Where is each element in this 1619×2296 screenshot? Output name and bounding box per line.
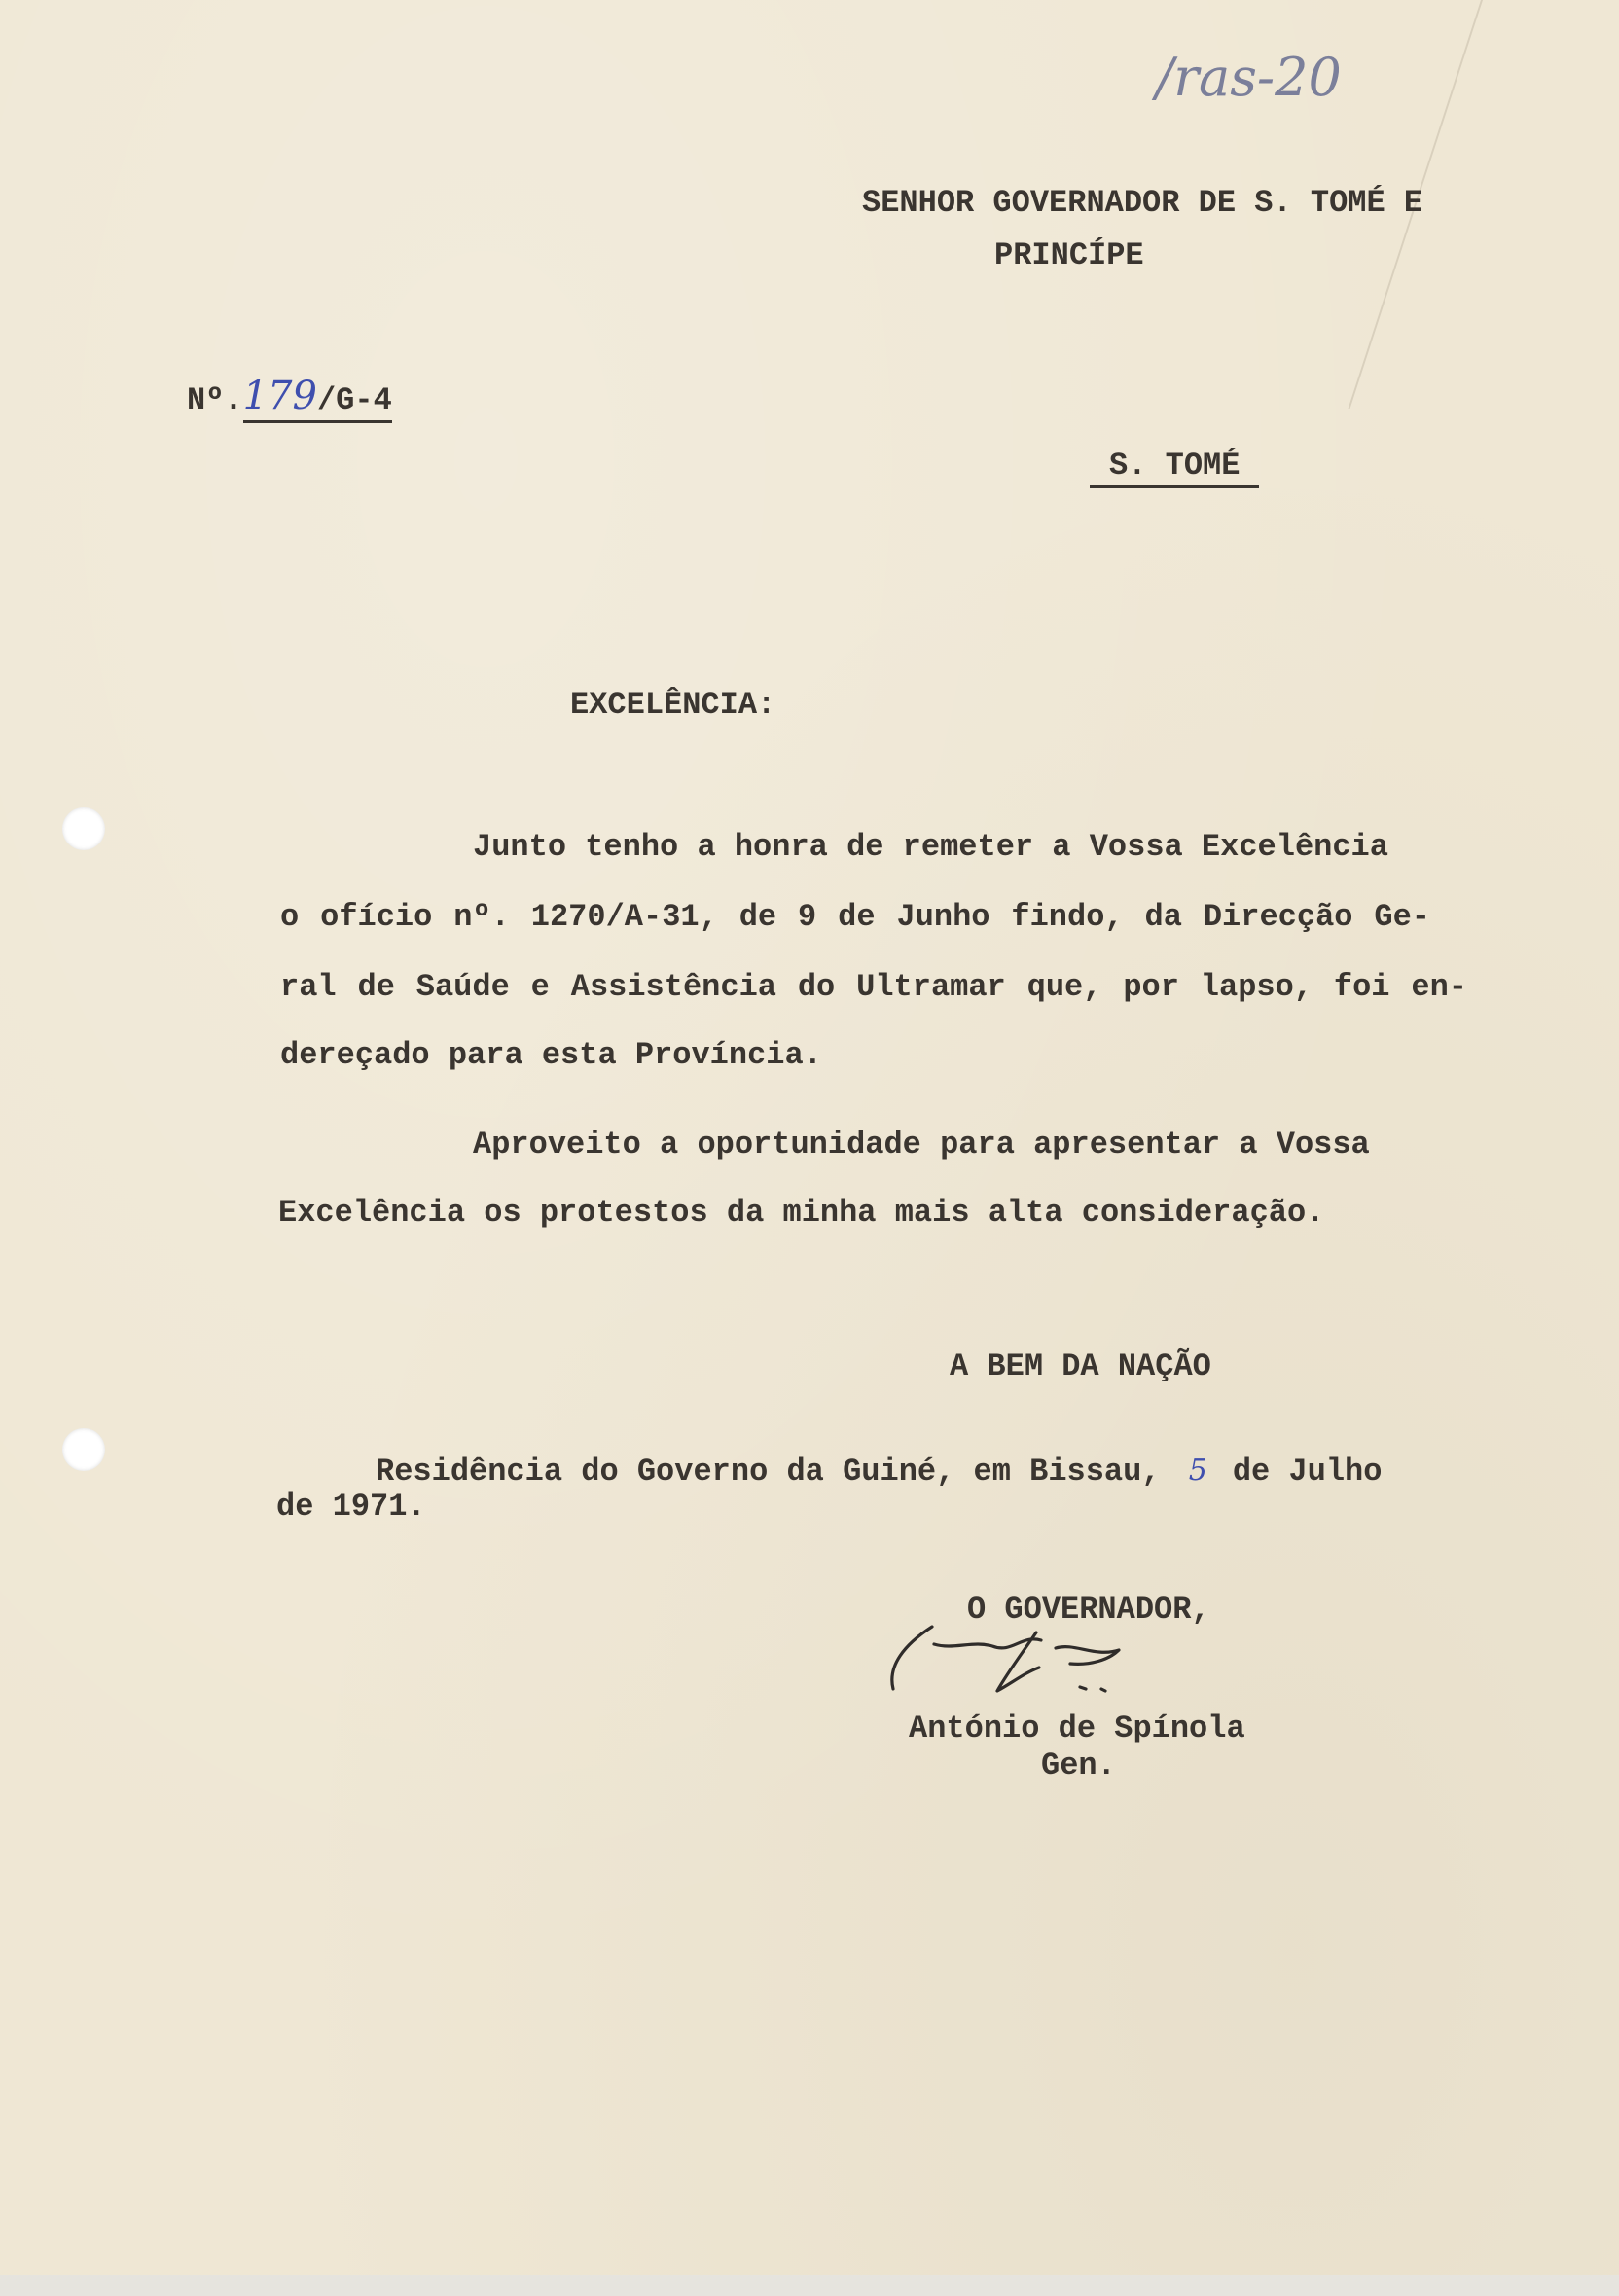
- reference-number-underline: [242, 374, 392, 423]
- reference-suffix: /G-4: [316, 382, 392, 418]
- addressee-line1: SENHOR GOVERNADOR DE S. TOMÉ E: [862, 185, 1423, 221]
- paragraph1-line3: ral de Saúde e Assistência do Ultramar que, por lapso, foi en-: [280, 969, 1467, 1005]
- place-text: Residência do Governo da Guiné, em Bissau,: [376, 1453, 1161, 1489]
- reference-number: 179: [242, 374, 317, 418]
- place-date-line1: [376, 1453, 1382, 1489]
- reference: [187, 374, 392, 418]
- date-month: de Julho: [1232, 1453, 1383, 1489]
- handwritten-signature: [876, 1615, 1187, 1712]
- addressee-line2: PRINCÍPE: [994, 237, 1144, 273]
- signatory-name: António de Spínola: [909, 1710, 1245, 1746]
- signature-title: O GOVERNADOR,: [967, 1592, 1210, 1628]
- salutation: EXCELÊNCIA:: [570, 687, 776, 723]
- paragraph1-line1: Junto tenho a honra de remeter a Vossa Excelência: [473, 829, 1388, 865]
- place-date-line2: de 1971.: [276, 1489, 426, 1525]
- paragraph2-line2: Excelência os protestos da minha mais alta consideração.: [278, 1195, 1325, 1231]
- archive-note: /ras-20: [1156, 47, 1342, 108]
- paragraph1-line4: dereçado para esta Província.: [280, 1037, 822, 1073]
- paragraph2-line1: Aproveito a oportunidade para apresentar a Vossa: [473, 1127, 1370, 1163]
- page-edge: [0, 2275, 1619, 2296]
- punch-hole-bottom: [62, 1428, 105, 1471]
- signatory-rank: Gen.: [1041, 1747, 1116, 1783]
- destination: S. TOMÉ: [1090, 448, 1259, 488]
- punch-hole-top: [62, 807, 105, 850]
- paragraph1-line2: o ofício nº. 1270/A-31, de 9 de Junho findo, da Direcção Ge-: [280, 899, 1430, 935]
- date-day: 5: [1188, 1453, 1207, 1488]
- closing-formula: A BEM DA NAÇÃO: [950, 1348, 1211, 1384]
- reference-prefix: Nº.: [187, 382, 243, 418]
